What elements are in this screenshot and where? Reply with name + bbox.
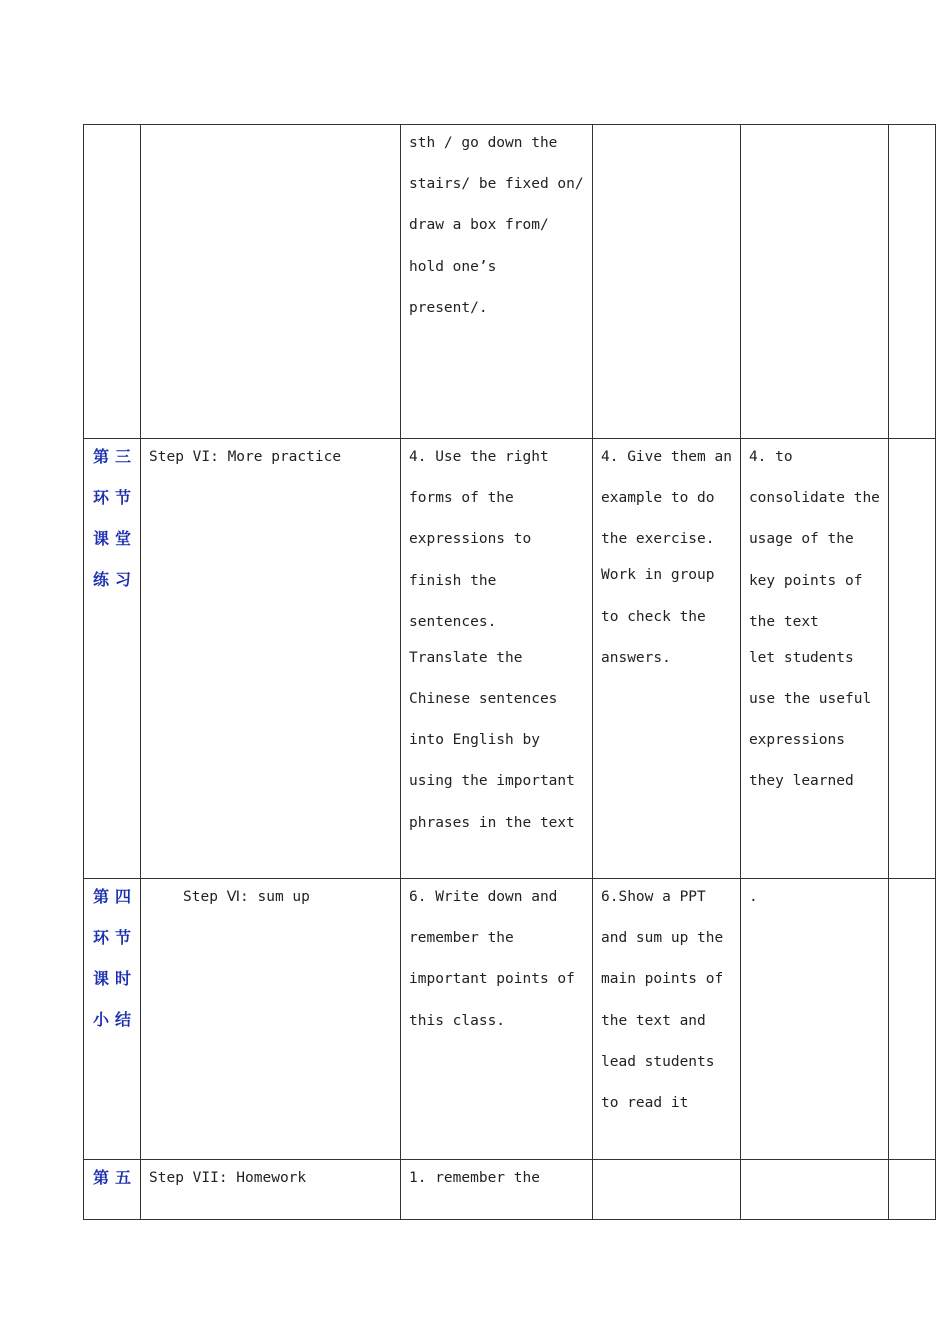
student-line: expressions to [409, 531, 532, 548]
stage-cell [84, 439, 141, 879]
step-title: Step VI: More practice [149, 449, 342, 465]
purpose-line: the text [748, 613, 819, 630]
stage-label: 第四 [93, 887, 138, 906]
student-activity-cell [401, 439, 593, 879]
step-cell [141, 1160, 401, 1220]
teacher-activity-cell [593, 439, 741, 879]
purpose-line: usage of the [748, 531, 854, 548]
student-line: this class. [409, 1012, 506, 1029]
teacher-line: 4. Give them an [601, 449, 732, 465]
step-cell [141, 879, 401, 1160]
table-row [84, 125, 936, 439]
student-line: remember the [409, 930, 514, 947]
notes-cell [888, 879, 935, 1160]
notes-cell [888, 125, 935, 439]
stage-label: 课时 [93, 969, 138, 988]
student-line: sth / go down the [409, 135, 558, 151]
step-title: Step VII: Homework [149, 1170, 307, 1186]
notes-cell [888, 439, 935, 879]
stage-cell [84, 1160, 141, 1220]
student-line: important points of [409, 971, 575, 988]
stage-label: 课堂 [93, 529, 138, 548]
student-line: Translate the [409, 649, 523, 666]
teacher-line: the text and [601, 1012, 706, 1029]
stage-label: 环节 [93, 928, 138, 947]
student-line: 6. Write down and [409, 889, 558, 905]
stage-label: 小结 [93, 1010, 138, 1029]
teacher-line: lead students [601, 1053, 715, 1070]
purpose-line: let students [748, 649, 854, 666]
student-line: 1. remember the [409, 1170, 540, 1186]
table-row [84, 1160, 936, 1220]
student-activity-cell [401, 125, 593, 439]
purpose-cell [740, 1160, 888, 1220]
stage-label: 第五 [93, 1168, 138, 1187]
purpose-line: 4. to [748, 449, 793, 465]
student-line: draw a box from/ [409, 217, 549, 234]
stage-label: 第三 [93, 447, 138, 466]
stage-label: 环节 [93, 488, 138, 507]
step-title: Step Ⅵ: sum up [183, 889, 310, 905]
student-line: into English by [409, 732, 540, 749]
stage-cell [84, 879, 141, 1160]
purpose-line: . [748, 889, 758, 905]
step-cell [141, 125, 401, 439]
student-line: phrases in the text [409, 814, 575, 831]
teacher-line: answers. [601, 649, 671, 666]
student-line: using the important [409, 773, 575, 790]
teacher-activity-cell [593, 879, 741, 1160]
student-activity-cell [401, 1160, 593, 1220]
stage-label: 练习 [93, 570, 138, 589]
student-activity-cell [401, 879, 593, 1160]
teacher-line: to read it [601, 1094, 689, 1111]
stage-cell [84, 125, 141, 439]
lesson-plan-table [83, 124, 936, 1220]
table-row [84, 439, 936, 879]
teacher-line: Work in group [601, 567, 715, 584]
student-line: stairs/ be fixed on/ [409, 176, 584, 193]
purpose-line: consolidate the [748, 490, 880, 507]
purpose-line: they learned [748, 773, 854, 790]
step-cell [141, 439, 401, 879]
purpose-line: key points of [748, 572, 863, 589]
teacher-line: 6.Show a PPT [601, 889, 706, 905]
teacher-line: main points of [601, 971, 724, 988]
teacher-line: example to do [601, 490, 715, 507]
student-line: hold one’s [409, 258, 497, 275]
teacher-line: and sum up the [601, 930, 724, 947]
purpose-cell [740, 879, 888, 1160]
teacher-activity-cell [593, 1160, 741, 1220]
student-line: forms of the [409, 490, 514, 507]
purpose-cell [740, 439, 888, 879]
notes-cell [888, 1160, 935, 1220]
purpose-line: use the useful [748, 690, 872, 707]
student-line: sentences. [409, 613, 497, 630]
student-line: Chinese sentences [409, 690, 558, 707]
student-line: finish the [409, 572, 497, 589]
purpose-cell [740, 125, 888, 439]
teacher-activity-cell [593, 125, 741, 439]
table-row [84, 879, 936, 1160]
teacher-line: the exercise. [601, 531, 715, 548]
teacher-line: to check the [601, 608, 706, 625]
purpose-line: expressions [748, 732, 845, 749]
student-line: present/. [409, 299, 488, 316]
student-line: 4. Use the right [409, 449, 549, 465]
